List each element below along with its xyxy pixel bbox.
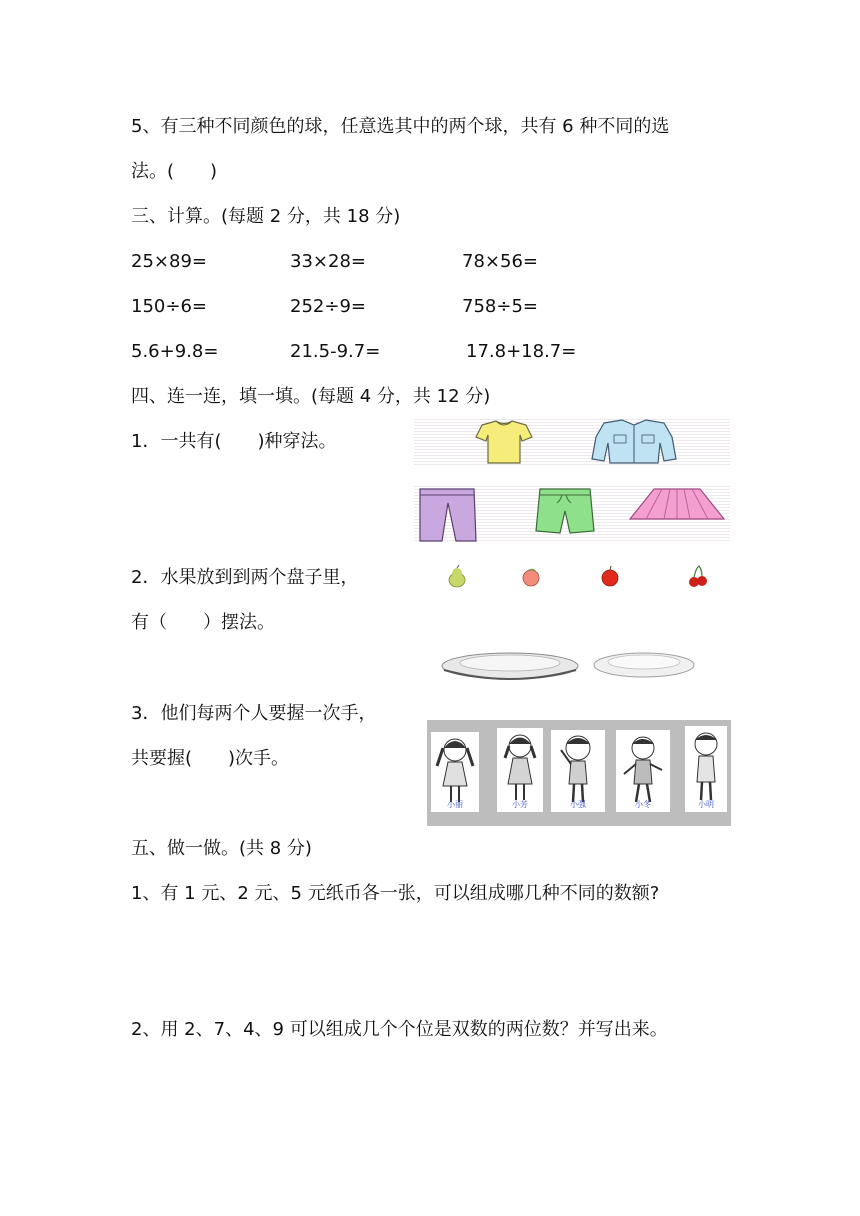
child-figure	[616, 730, 670, 812]
question-5-line-2: 法。( )	[131, 161, 218, 182]
problem-2-line-1: 2．水果放到到两个盘子里，	[131, 567, 359, 588]
calc-item: 78×56=	[462, 251, 538, 272]
jacket-icon	[592, 420, 676, 463]
problem-3-line-1: 3．他们每两个人要握一次手，	[131, 703, 377, 724]
child-name: 小芳	[512, 800, 528, 809]
children-picture	[427, 720, 731, 826]
child-figure	[497, 728, 543, 812]
fruits-picture	[440, 562, 720, 592]
calc-item: 252÷9=	[290, 296, 366, 317]
child-name: 小明	[698, 800, 714, 809]
calc-item: 17.8+18.7=	[466, 341, 577, 362]
calc-item: 33×28=	[290, 251, 366, 272]
trousers-icon	[420, 489, 476, 541]
calc-item: 5.6+9.8=	[131, 341, 219, 362]
child-figure	[431, 732, 479, 812]
apple-icon	[602, 566, 618, 586]
calc-item: 758÷5=	[462, 296, 538, 317]
problem-3-line-2: 共要握( )次手。	[131, 748, 290, 769]
child-figure	[685, 726, 727, 812]
calc-item: 21.5-9.7=	[290, 341, 381, 362]
problem-1-text: 1．一共有( )种穿法。	[131, 431, 337, 452]
section-4-title: 四、连一连，填一填。(每题 4 分，共 12 分)	[131, 386, 491, 407]
pear-icon	[449, 565, 465, 587]
cherry-icon	[689, 566, 707, 587]
bottoms-picture	[414, 485, 730, 543]
peach-icon	[523, 569, 539, 586]
skirt-icon	[630, 489, 724, 519]
section-3-title: 三、计算。(每题 2 分，共 18 分)	[131, 206, 401, 227]
tshirt-icon	[476, 421, 532, 463]
child-name: 小强	[570, 800, 586, 809]
task-2-text: 2、用 2、7、4、9 可以组成几个个位是双数的两位数？并写出来。	[131, 1019, 668, 1040]
child-name: 小冬	[635, 800, 651, 809]
calc-item: 150÷6=	[131, 296, 207, 317]
plates-picture	[440, 648, 700, 684]
tops-picture	[414, 417, 730, 467]
question-5-line-1: 5、有三种不同颜色的球，任意选其中的两个球，共有 6 种不同的选	[131, 116, 670, 137]
section-5-title: 五、做一做。(共 8 分)	[131, 838, 312, 859]
calc-item: 25×89=	[131, 251, 207, 272]
task-1-text: 1、有 1 元、2 元、5 元纸币各一张，可以组成哪几种不同的数额?	[131, 883, 660, 904]
shorts-icon	[536, 489, 594, 533]
child-figure	[551, 730, 605, 812]
child-name: 小丽	[447, 800, 463, 809]
plate-icon	[442, 653, 578, 679]
problem-2-line-2: 有（ ）摆法。	[131, 612, 275, 633]
plate-icon	[594, 653, 694, 677]
